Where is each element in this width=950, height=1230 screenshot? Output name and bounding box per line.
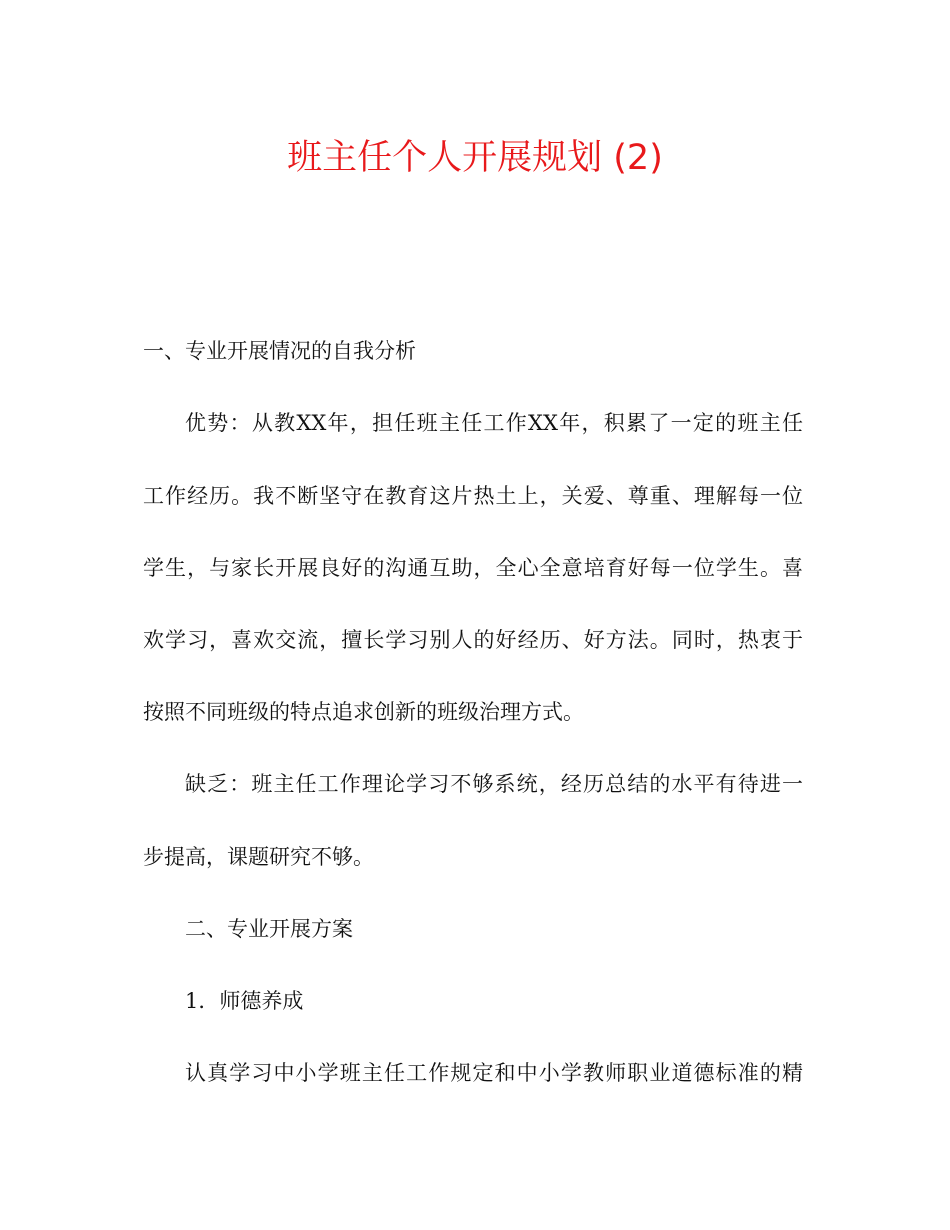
document-title: 班主任个人开展规划 (2) <box>287 138 663 178</box>
subsection-heading: 1．师德养成 <box>185 989 304 1013</box>
paragraph-line: 工作经历。我不断坚守在教育这片热土上，关爱、尊重、理解每一位 <box>143 484 803 508</box>
paragraph-line: 步提高，课题研究不够。 <box>143 845 374 869</box>
paragraph-line: 认真学习中小学班主任工作规定和中小学教师职业道德标准的精 <box>185 1061 803 1085</box>
section-heading: 二、专业开展方案 <box>185 917 353 941</box>
paragraph-line: 学生，与家长开展良好的沟通互助，全心全意培育好每一位学生。喜 <box>143 556 803 580</box>
paragraph-line: 欢学习，喜欢交流，擅长学习别人的好经历、好方法。同时，热衷于 <box>143 628 803 652</box>
section-heading: 一、专业开展情况的自我分析 <box>143 339 416 363</box>
paragraph-line: 优势：从教XX年，担任班主任工作XX年，积累了一定的班主任 <box>185 411 803 435</box>
paragraph-line: 按照不同班级的特点追求创新的班级治理方式。 <box>143 700 584 724</box>
paragraph-line: 缺乏：班主任工作理论学习不够系统，经历总结的水平有待进一 <box>185 772 803 796</box>
